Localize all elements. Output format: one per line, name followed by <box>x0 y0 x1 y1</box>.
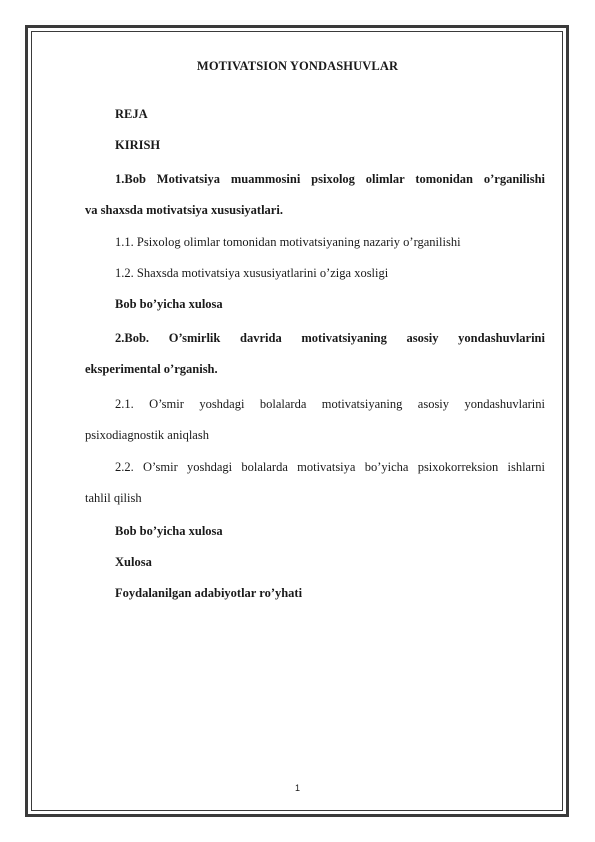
chapter-1-summary: Bob bo’yicha xulosa <box>115 297 223 311</box>
chapter-1-heading-line-2: va shaxsda motivatsiya xususiyatlari. <box>85 203 283 217</box>
section-2-2-line-1: 2.2. O’smir yoshdagi bolalarda motivatsiya bo’yicha psixokorreksion ishlarni <box>115 460 545 474</box>
document-title: MOTIVATSION YONDASHUVLAR <box>196 59 399 73</box>
section-2-1-line-2: psixodiagnostik aniqlash <box>85 428 209 442</box>
chapter-2-summary: Bob bo’yicha xulosa <box>115 524 223 538</box>
section-1-2: 1.2. Shaxsda motivatsiya xususiyatlarini o’ziga xosligi <box>115 266 389 280</box>
page-border-inner <box>31 31 563 811</box>
chapter-2-heading-line-1: 2.Bob. O’smirlik davrida motivatsiyaning asosiy yondashuvlarini <box>115 331 545 345</box>
page-number: 1 <box>294 783 300 793</box>
chapter-1-heading-line-1: 1.Bob Motivatsiya muammosini psixolog olimlar tomonidan o’rganilishi <box>115 172 545 186</box>
section-2-2-line-2: tahlil qilish <box>85 491 142 505</box>
chapter-2-heading-line-2: eksperimental o’rganish. <box>85 362 218 376</box>
conclusion-item: Xulosa <box>115 555 152 569</box>
introduction-item: KIRISH <box>115 138 161 152</box>
plan-heading: REJA <box>115 107 148 121</box>
page-border <box>25 25 569 817</box>
section-2-1-line-1: 2.1. O’smir yoshdagi bolalarda motivatsiyaning asosiy yondashuvlarini <box>115 397 545 411</box>
section-1-1: 1.1. Psixolog olimlar tomonidan motivatsiyaning nazariy o’rganilishi <box>115 235 461 249</box>
references-item: Foydalanilgan adabiyotlar ro’yhati <box>115 586 303 600</box>
